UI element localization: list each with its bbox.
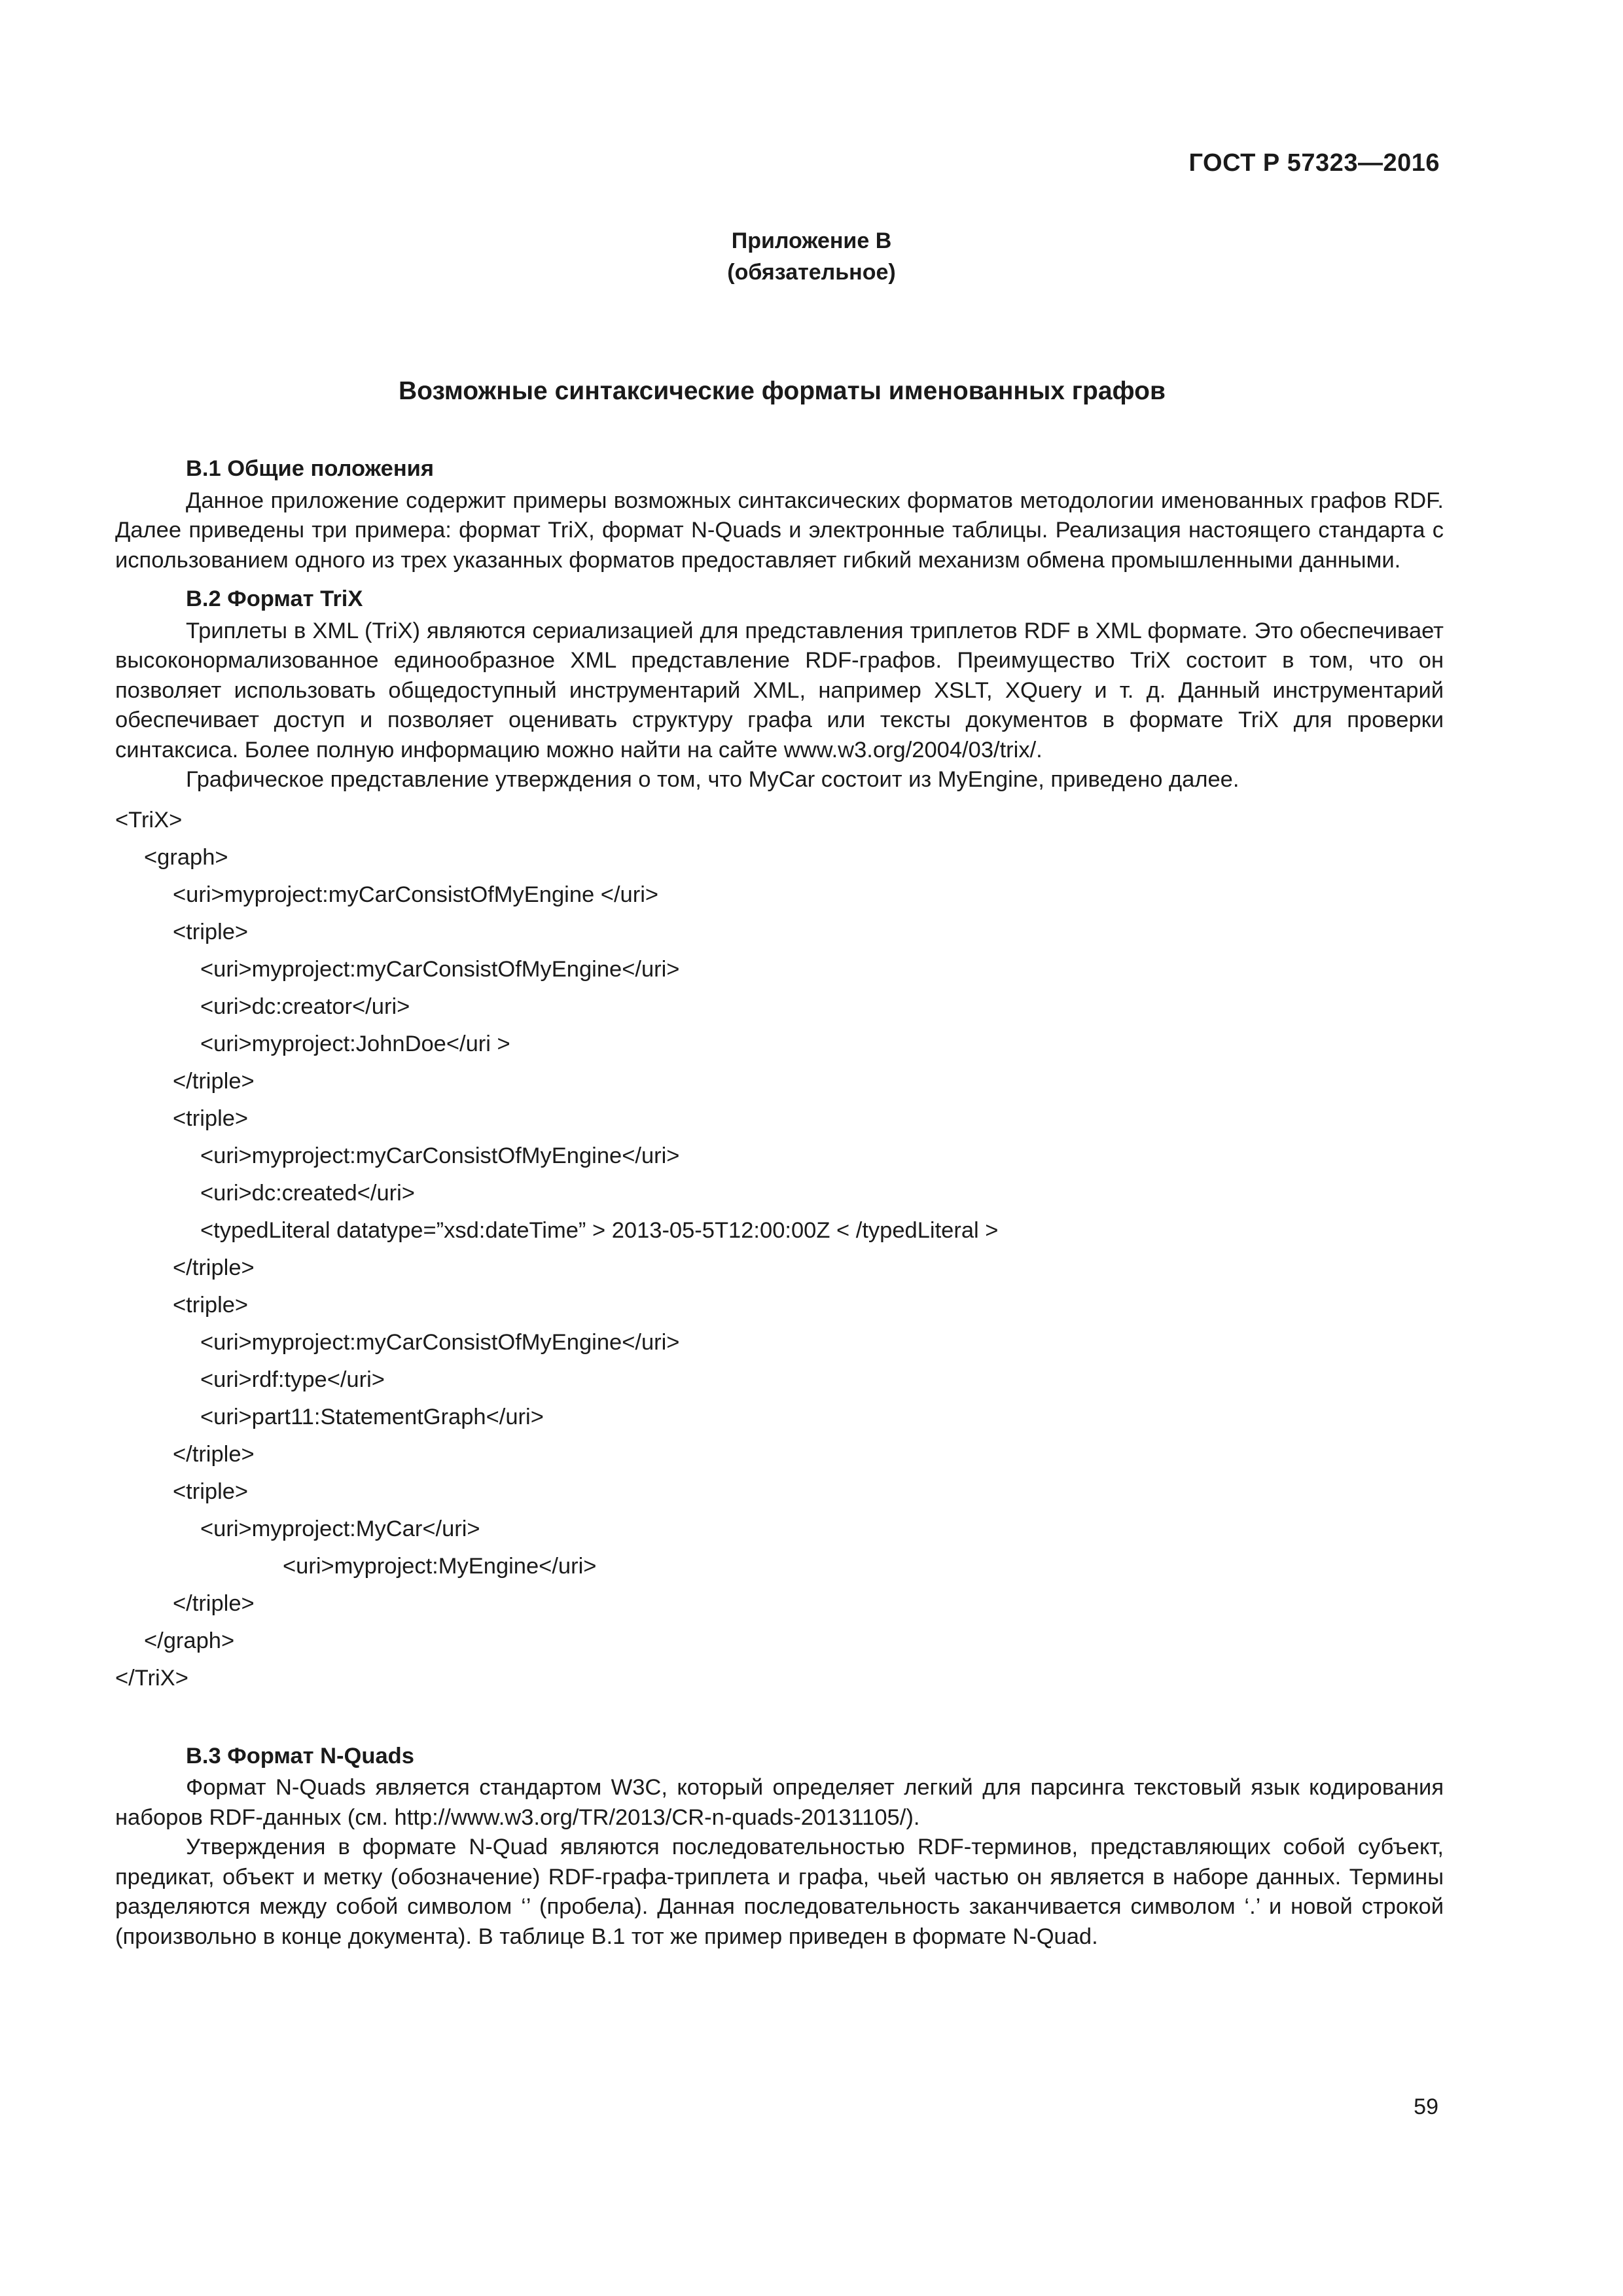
code-line: <uri>dc:creator</uri>: [200, 994, 410, 1019]
section-heading: В.3 Формат N-Quads: [186, 1743, 414, 1768]
code-line: <uri>myproject:myCarConsistOfMyEngine</uri>: [200, 956, 680, 982]
code-line: <triple>: [173, 919, 249, 944]
page-title: Возможные синтаксические форматы именованных графов: [399, 377, 1166, 405]
code-line: <uri>myproject:myCarConsistOfMyEngine</uri>: [200, 1143, 680, 1168]
section-heading: В.1 Общие положения: [186, 456, 435, 481]
code-line: <uri>myproject:MyEngine</uri>: [283, 1553, 597, 1579]
code-line: </triple>: [173, 1590, 255, 1616]
paragraph: Утверждения в формате N-Quad являются последовательностью RDF-терминов, представляющих собой субъект, предикат, объект и метку (обозначение) RDF-графа-триплета и графа, чьей частью он является в наборе данных. Термины разделяются между собой символом ‘’ (пробела). Данная последовательность заканчивается символом ‘.’ и новой строкой (произвольно в конце документа). В таблице В.1 тот же пример приведен в формате N-Quad.: [115, 1835, 1444, 1949]
code-line: </triple>: [173, 1255, 255, 1280]
code-line: </TriX>: [115, 1665, 188, 1691]
code-line: <triple>: [173, 1292, 249, 1318]
code-line: <uri>rdf:type</uri>: [200, 1367, 385, 1392]
code-line: <uri>part11:StatementGraph</uri>: [200, 1404, 544, 1429]
code-line: </triple>: [173, 1068, 255, 1094]
code-line: <uri>dc:created</uri>: [200, 1180, 415, 1206]
code-line: <triple>: [173, 1479, 249, 1504]
code-line: <typedLiteral datatype=”xsd:dateTime” > 2013-05-5T12:00:00Z < /typedLiteral >: [200, 1217, 999, 1243]
spacer: [115, 1697, 1444, 1735]
section-heading: В.2 Формат TriX: [186, 586, 363, 611]
annex-title: Приложение В: [731, 228, 892, 253]
code-line: <uri>myproject:MyCar</uri>: [200, 1516, 480, 1541]
annex-status: (обязательное): [727, 260, 896, 285]
code-line: <graph>: [144, 844, 228, 870]
code-line: <triple>: [173, 1105, 249, 1131]
paragraph: Данное приложение содержит примеры возможных синтаксических форматов методологии именованных графов RDF. Далее приведены три примера: формат TriX, формат N-Quads и электронные таблицы. Реализация настоящего стандарта с использованием одного из трех указанных форматов предоставляет гибкий механизм обмена промышленными данными.: [115, 488, 1444, 573]
paragraph: Формат N-Quads является стандартом W3C, который определяет легкий для парсинга текстовый язык кодирования наборов RDF-данных (см. http://www.w3.org/TR/2013/CR-n-quads-20131105/).: [115, 1775, 1444, 1830]
paragraph: Триплеты в XML (TriX) являются сериализацией для представления триплетов RDF в XML формате. Это обеспечивает высоконормализованное единообразное XML представление RDF-графов. Преимущество TriX состоит в том, что он позволяет использовать общедоступный инструментарий XML, например XSLT, XQuery и т. д. Данный инструментарий обеспечивает доступ и позволяет оценивать структуру графа или тексты документов в формате TriX для проверки синтаксиса. Более полную информацию можно найти на сайте www.w3.org/2004/03/trix/.: [115, 618, 1444, 762]
code-line: <uri>myproject:myCarConsistOfMyEngine </uri>: [173, 882, 659, 907]
code-line: <TriX>: [115, 807, 183, 833]
code-line: <uri>myproject:JohnDoe</uri >: [200, 1031, 510, 1056]
annex-heading: [0, 225, 1623, 288]
code-listing: [115, 802, 1444, 1697]
document-code: ГОСТ Р 57323—2016: [1188, 149, 1440, 177]
paragraph: Графическое представление утверждения о том, что MyCar состоит из MyEngine, приведено далее.: [186, 767, 1240, 792]
code-line: </graph>: [144, 1628, 235, 1653]
page-number: 59: [1414, 2094, 1438, 2119]
code-line: </triple>: [173, 1441, 255, 1467]
code-line: <uri>myproject:myCarConsistOfMyEngine</uri>: [200, 1329, 680, 1355]
document-body: [115, 448, 1444, 1952]
